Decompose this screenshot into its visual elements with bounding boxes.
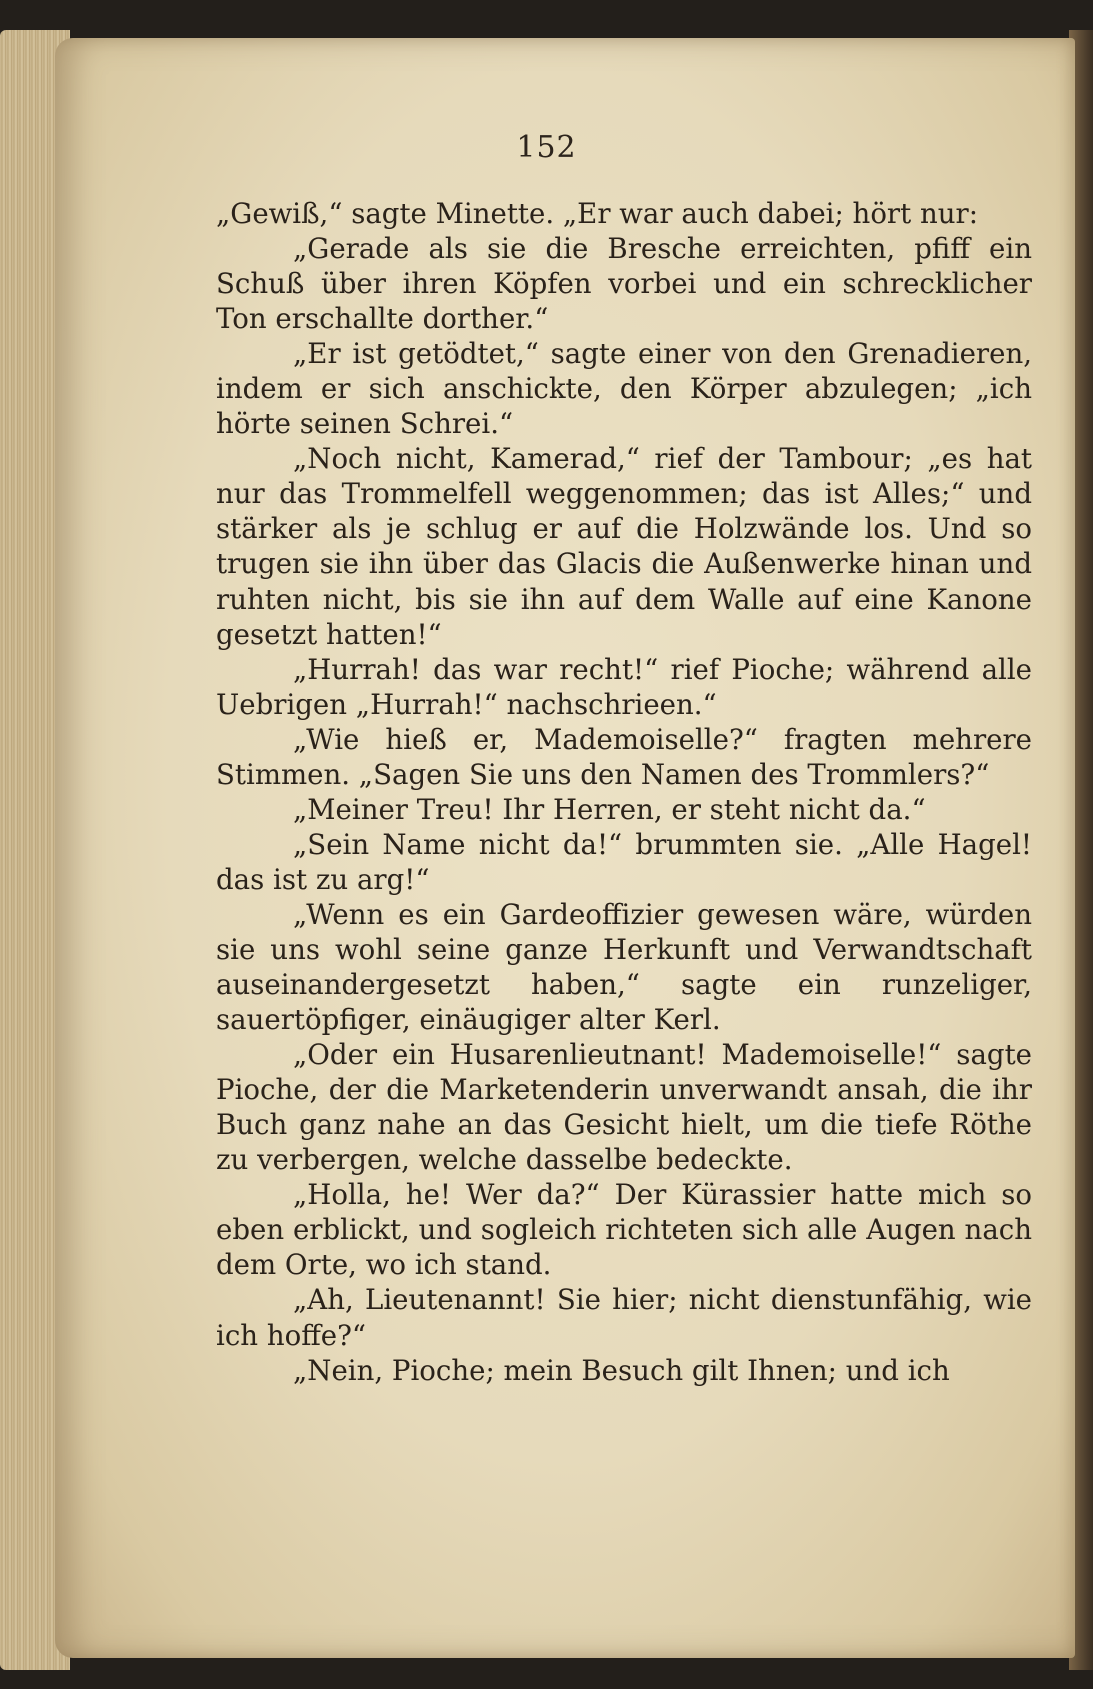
paragraph: „Gewiß,“ sagte Minette. „Er war auch dabei; hört nur: xyxy=(216,197,979,230)
page-number: 152 xyxy=(516,130,577,165)
paragraph: „Nein, Pioche; mein Besuch gilt Ihnen; und ich xyxy=(293,1353,950,1387)
paragraph: „Gerade als sie die Bresche erreichten, pfiff ein Schuß über ihren Köpfen vorbei und ein schrecklicher Ton erschallte dorther.“ xyxy=(216,232,1032,336)
paragraph: „Wie hieß er, Mademoiselle?“ fragten mehrere Stimmen. „Sagen Sie uns den Namen des Trommlers?“ xyxy=(216,722,1032,791)
paragraph: „Holla, he! Wer da?“ Der Kürassier hatte mich so eben erblickt, und sogleich richteten sich alle Augen nach dem Orte, wo ich stand. xyxy=(216,1178,1032,1282)
paragraph: „Noch nicht, Kamerad,“ rief der Tambour; „es hat nur das Trommelfell weggenommen; das ist Alles;“ und stärker als je schlug er auf die Holzwände los. Und so trugen sie ihn über das Glacis die Außenwerke hinan und ruhten nicht, bis sie ihn auf dem Walle auf eine Kanone gesetzt hatten!“ xyxy=(216,442,1032,651)
paragraph: „Sein Name nicht da!“ brummten sie. „Alle Hagel! das ist zu arg!“ xyxy=(216,827,1032,896)
paragraph: „Er ist getödtet,“ sagte einer von den Grenadieren, indem er sich anschickte, den Körper abzulegen; „ich hörte seinen Schrei.“ xyxy=(216,337,1032,441)
paragraph: „Meiner Treu! Ihr Herren, er steht nicht da.“ xyxy=(293,792,926,826)
paragraph: „Wenn es ein Gardeoffizier gewesen wäre, würden sie uns wohl seine ganze Herkunft und Verwandtschaft auseinandergesetzt haben,“ sagte ein runzeliger, sauertöpfiger, einäugiger alter Kerl. xyxy=(216,897,1032,1037)
paragraph: „Hurrah! das war recht!“ rief Pioche; während alle Uebrigen „Hurrah!“ nachschrieen.“ xyxy=(216,652,1032,721)
paragraph: „Ah, Lieutenannt! Sie hier; nicht dienstunfähig, wie ich hoffe?“ xyxy=(216,1283,1032,1352)
paragraph: „Oder ein Husarenlieutnant! Mademoiselle!“ sagte Pioche, der die Marketenderin unverwandt ansah, die ihr Buch ganz nahe an das Gesicht hielt, um die tiefe Röthe zu verbergen, welche dasselbe bedeckte. xyxy=(216,1038,1032,1177)
page-body xyxy=(216,196,1032,1388)
